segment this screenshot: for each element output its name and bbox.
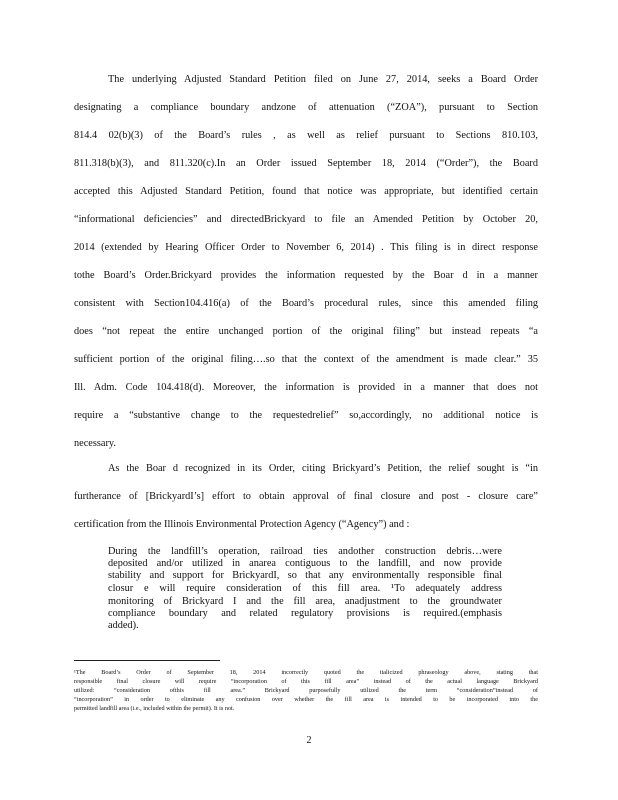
text-line: accepted this Adjusted Standard Petition, found that notice was appropriate, but identified certain: [74, 186, 538, 197]
quote-line: monitoring of Brickyard I and the fill area, anadjustment to the groundwater: [108, 596, 502, 607]
text-line: The underlying Adjusted Standard Petition filed on June 27, 2014, seeks a Board Order: [108, 74, 538, 85]
quote-line: deposited and/or utilized in anarea contiguous to the landfill, and now provide: [108, 558, 502, 569]
footnote-line: permitted landfill area (i.e., included within the permit). It is not.: [74, 705, 235, 712]
text-line: As the Boar d recognized in its Order, citing Brickyard’s Petition, the relief sought is “in: [108, 463, 538, 474]
text-line: designating a compliance boundary andzone of attenuation (“ZOA”), pursuant to Section: [74, 102, 538, 113]
text-line: 2014 (extended by Hearing Officer Order to November 6, 2014) . This filing is in direct response: [74, 242, 538, 253]
text-line: 811.318(b)(3), and 811.320(c).In an Order issued September 18, 2014 (“Order”), the Board: [74, 158, 538, 169]
page-number: 2: [306, 735, 312, 746]
text-line: 814.4 02(b)(3) of the Board’s rules , as well as relief pursuant to Sections 810.103,: [74, 130, 538, 141]
text-line: consistent with Section104.416(a) of the Board’s procedural rules, since this amended filing: [74, 298, 538, 309]
quote-line: During the landfill’s operation, railroad ties andother construction debris…were: [108, 546, 502, 557]
text-line: require a “substantive change to the requestedrelief” so,accordingly, no additional notice is: [74, 410, 538, 421]
quote-line: compliance boundary and related regulatory provisions is required.(emphasis: [108, 608, 502, 619]
footnote-line: responsible final closure will require “incorporation of this fill area” instead of the actual language Brickyard: [74, 678, 538, 685]
quote-line: added).: [108, 620, 139, 631]
quote-line: stability and support for BrickyardI, so that any environmentally responsible final: [108, 570, 502, 581]
text-line: Ill. Adm. Code 104.418(d). Moreover, the information is provided in a manner that does not: [74, 382, 538, 393]
footnote-divider: [74, 660, 220, 661]
footnote-line: ¹The Board’s Order of September 18, 2014 incorrectly quoted the italicized phraseology above, stating that: [74, 669, 538, 676]
text-line: “informational deficiencies” and directedBrickyard to file an Amended Petition by October 20,: [74, 214, 538, 225]
footnote-line: “incorporation” in order to eliminate any confusion over whether the fill area is intended to be incorporated into the: [74, 696, 538, 703]
text-line: tothe Board’s Order.Brickyard provides the information requested by the Boar d in a manner: [74, 270, 538, 281]
quote-line: closur e will require consideration of this fill area. ¹To adequately address: [108, 583, 502, 594]
footnote-line: utilized: “consideration ofthis fill area.” Brickyard purposefully utilized the term “consideration”instead of: [74, 687, 538, 694]
text-line: necessary.: [74, 438, 116, 449]
text-line: sufficient portion of the original filing….so that the context of the amendment is made clear.” 35: [74, 354, 538, 365]
text-line: furtherance of [BrickyardI’s] effort to obtain approval of final closure and post - closure care”: [74, 491, 538, 502]
text-line: does “not repeat the entire unchanged portion of the original filing” but instead repeats “a: [74, 326, 538, 337]
text-line: certification from the Illinois Environmental Protection Agency (“Agency”) and :: [74, 519, 410, 530]
